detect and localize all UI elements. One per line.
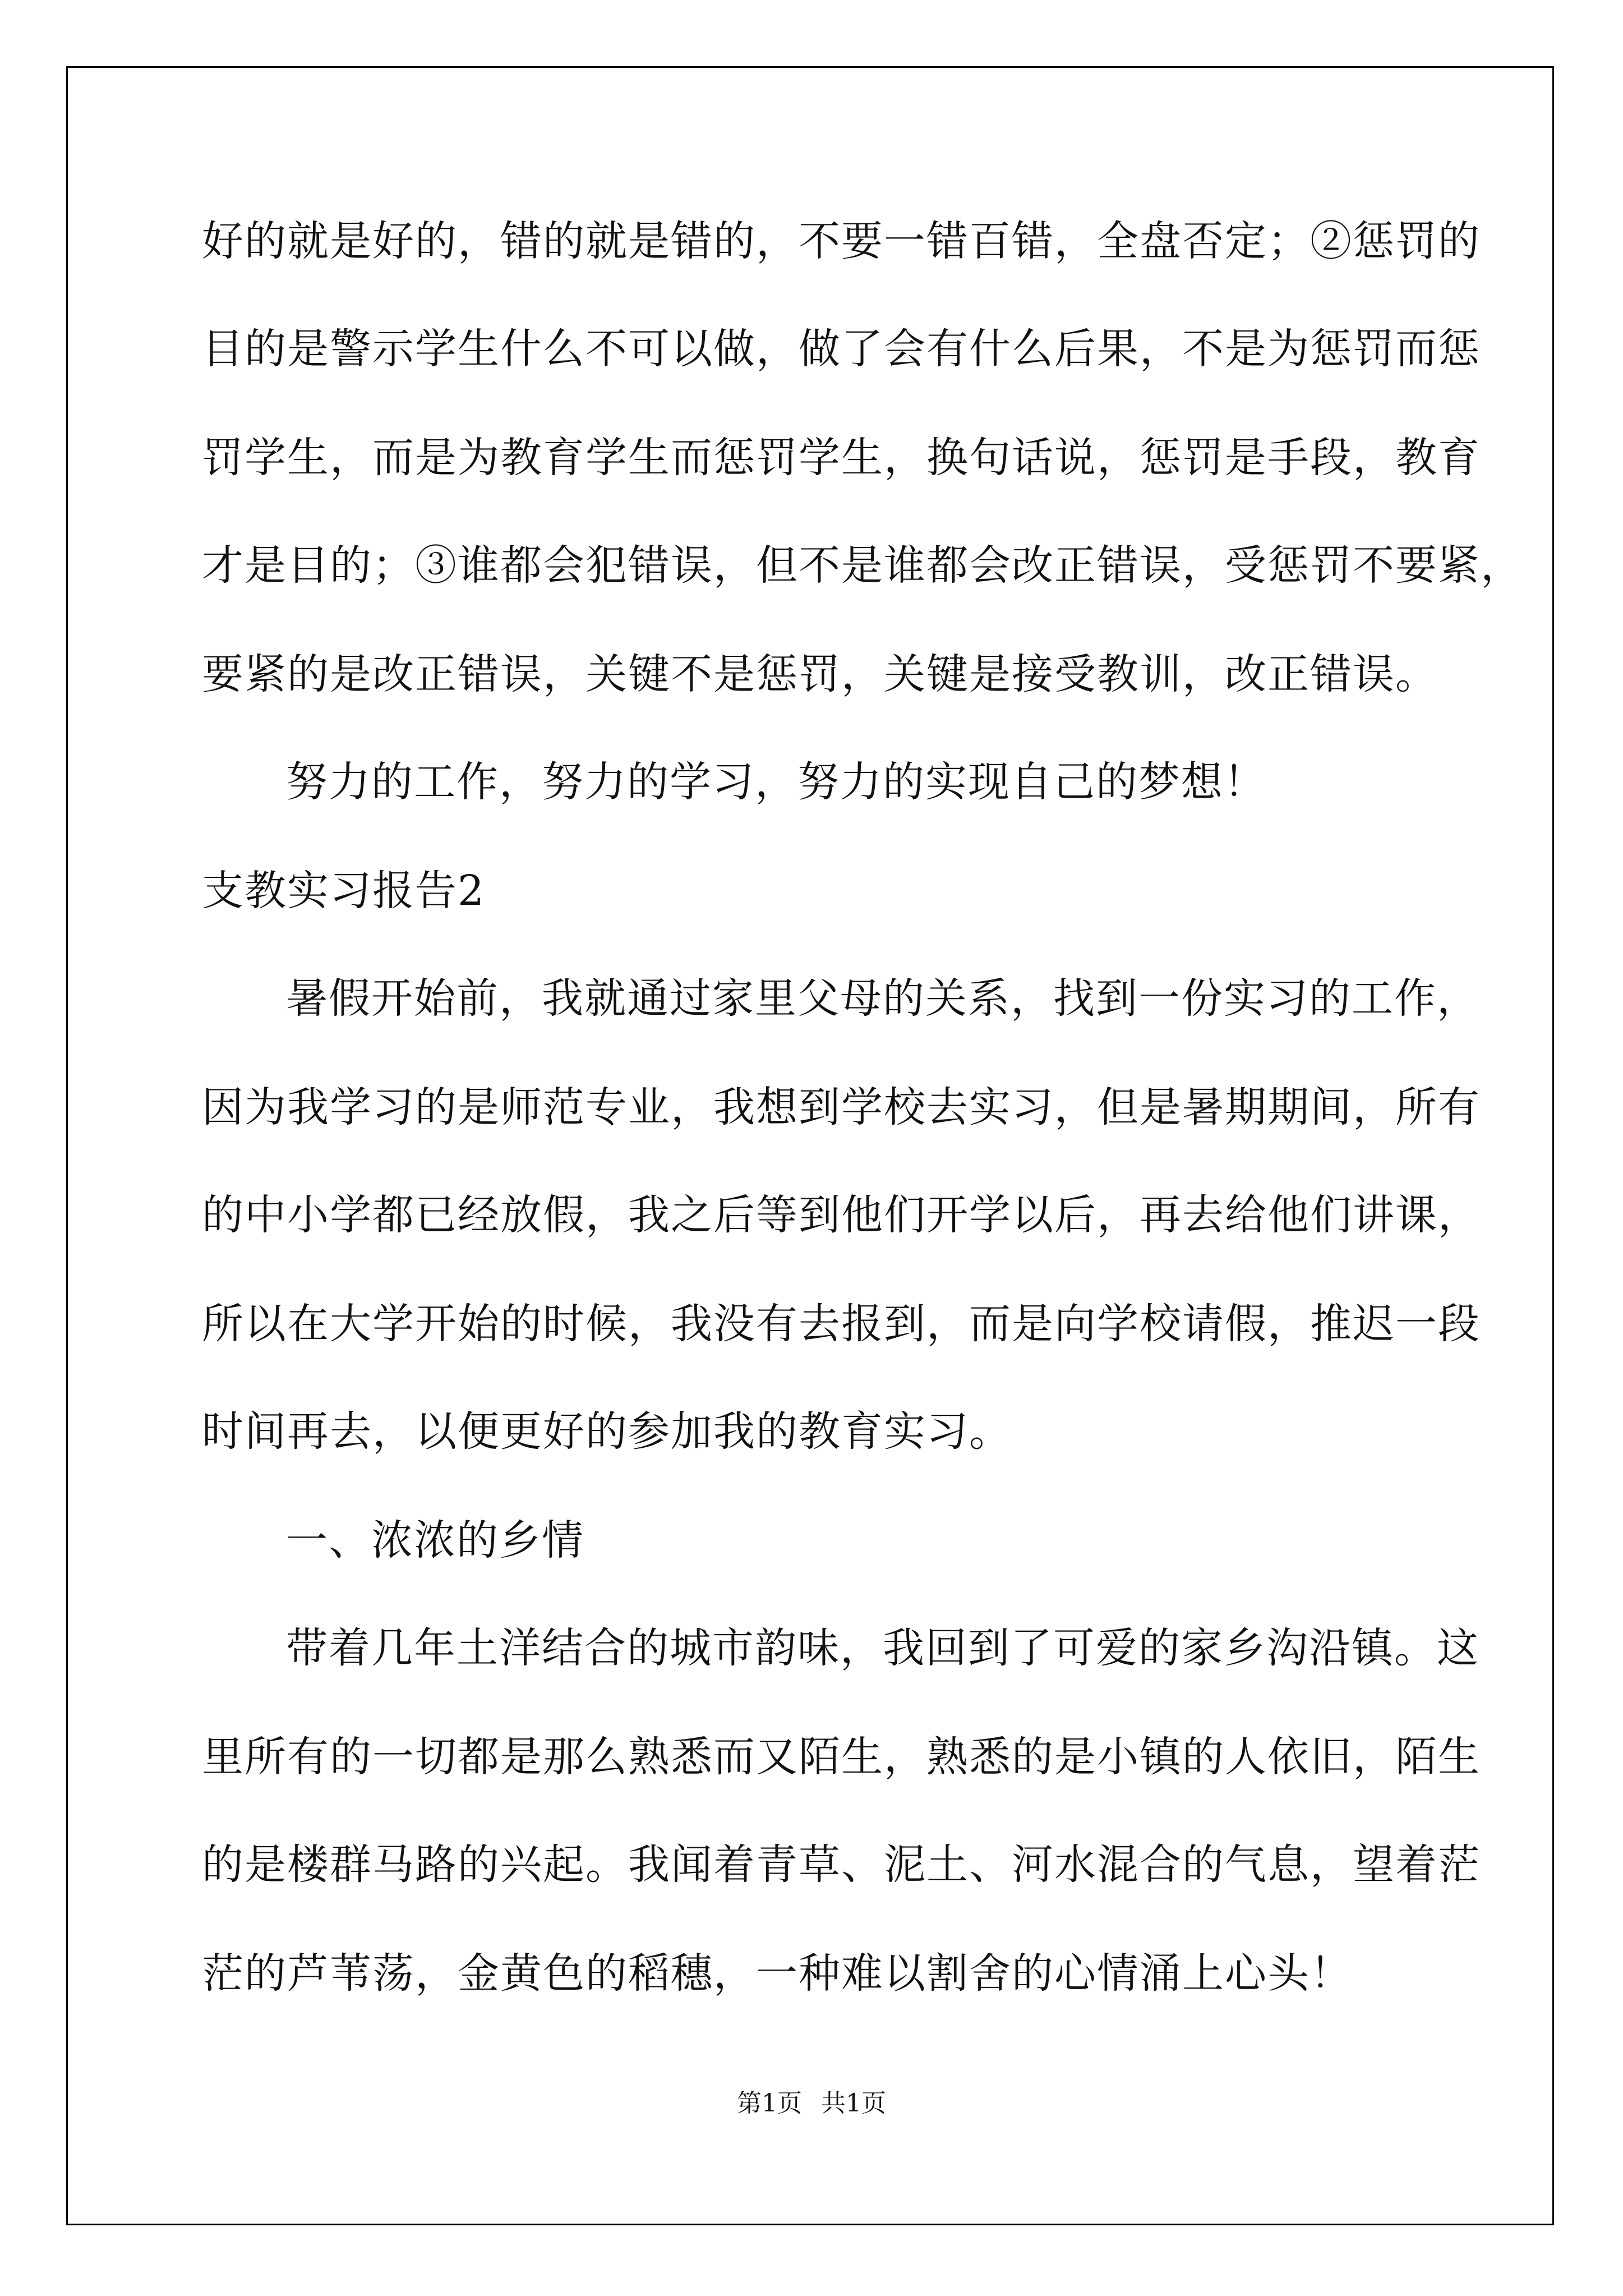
paragraph-line: 茫的芦苇荡，金黄色的稻穗，一种难以割舍的心情涌上心头！ <box>202 1949 1353 1998</box>
paragraph-line: 要紧的是改正错误，关键不是惩罚，关键是接受教训，改正错误。 <box>202 650 1438 698</box>
paragraph-line: 里所有的一切都是那么熟悉而又陌生，熟悉的是小镇的人依旧，陌生 <box>202 1733 1481 1781</box>
page-footer <box>0 2087 1623 2120</box>
page-current: 第1页 <box>737 2089 802 2118</box>
section-heading: 支教实习报告2 <box>202 867 486 915</box>
paragraph-line: 的是楼群马路的兴起。我闻着青草、泥土、河水混合的气息，望着茫 <box>202 1841 1481 1889</box>
page-border <box>66 66 1554 2225</box>
page-total: 共1页 <box>821 2089 886 2118</box>
paragraph-line: 罚学生，而是为教育学生而惩罚学生，换句话说，惩罚是手段，教育 <box>202 434 1481 482</box>
paragraph-line: 努力的工作，努力的学习，努力的实现自己的梦想！ <box>286 758 1266 806</box>
paragraph-line: 带着几年土洋结合的城市韵味，我回到了可爱的家乡沟沿镇。这 <box>286 1624 1479 1672</box>
paragraph-line: 时间再去，以便更好的参加我的教育实习。 <box>202 1407 1012 1456</box>
paragraph-line: 因为我学习的是师范专业，我想到学校去实习，但是暑期期间，所有 <box>202 1083 1481 1131</box>
paragraph-line: 好的就是好的，错的就是错的，不要一错百错，全盘否定；②惩罚的 <box>202 217 1481 265</box>
paragraph-line: 的中小学都已经放假，我之后等到他们开学以后，再去给他们讲课， <box>202 1191 1481 1239</box>
paragraph-line: 暑假开始前，我就通过家里父母的关系，找到一份实习的工作， <box>286 974 1479 1023</box>
paragraph-line: 所以在大学开始的时候，我没有去报到，而是向学校请假，推迟一段 <box>202 1300 1481 1348</box>
paragraph-line: 目的是警示学生什么不可以做，做了会有什么后果，不是为惩罚而惩 <box>202 325 1481 373</box>
subsection-heading: 一、浓浓的乡情 <box>286 1516 584 1565</box>
paragraph-line: 才是目的；③谁都会犯错误，但不是谁都会改正错误，受惩罚不要紧， <box>202 541 1523 590</box>
